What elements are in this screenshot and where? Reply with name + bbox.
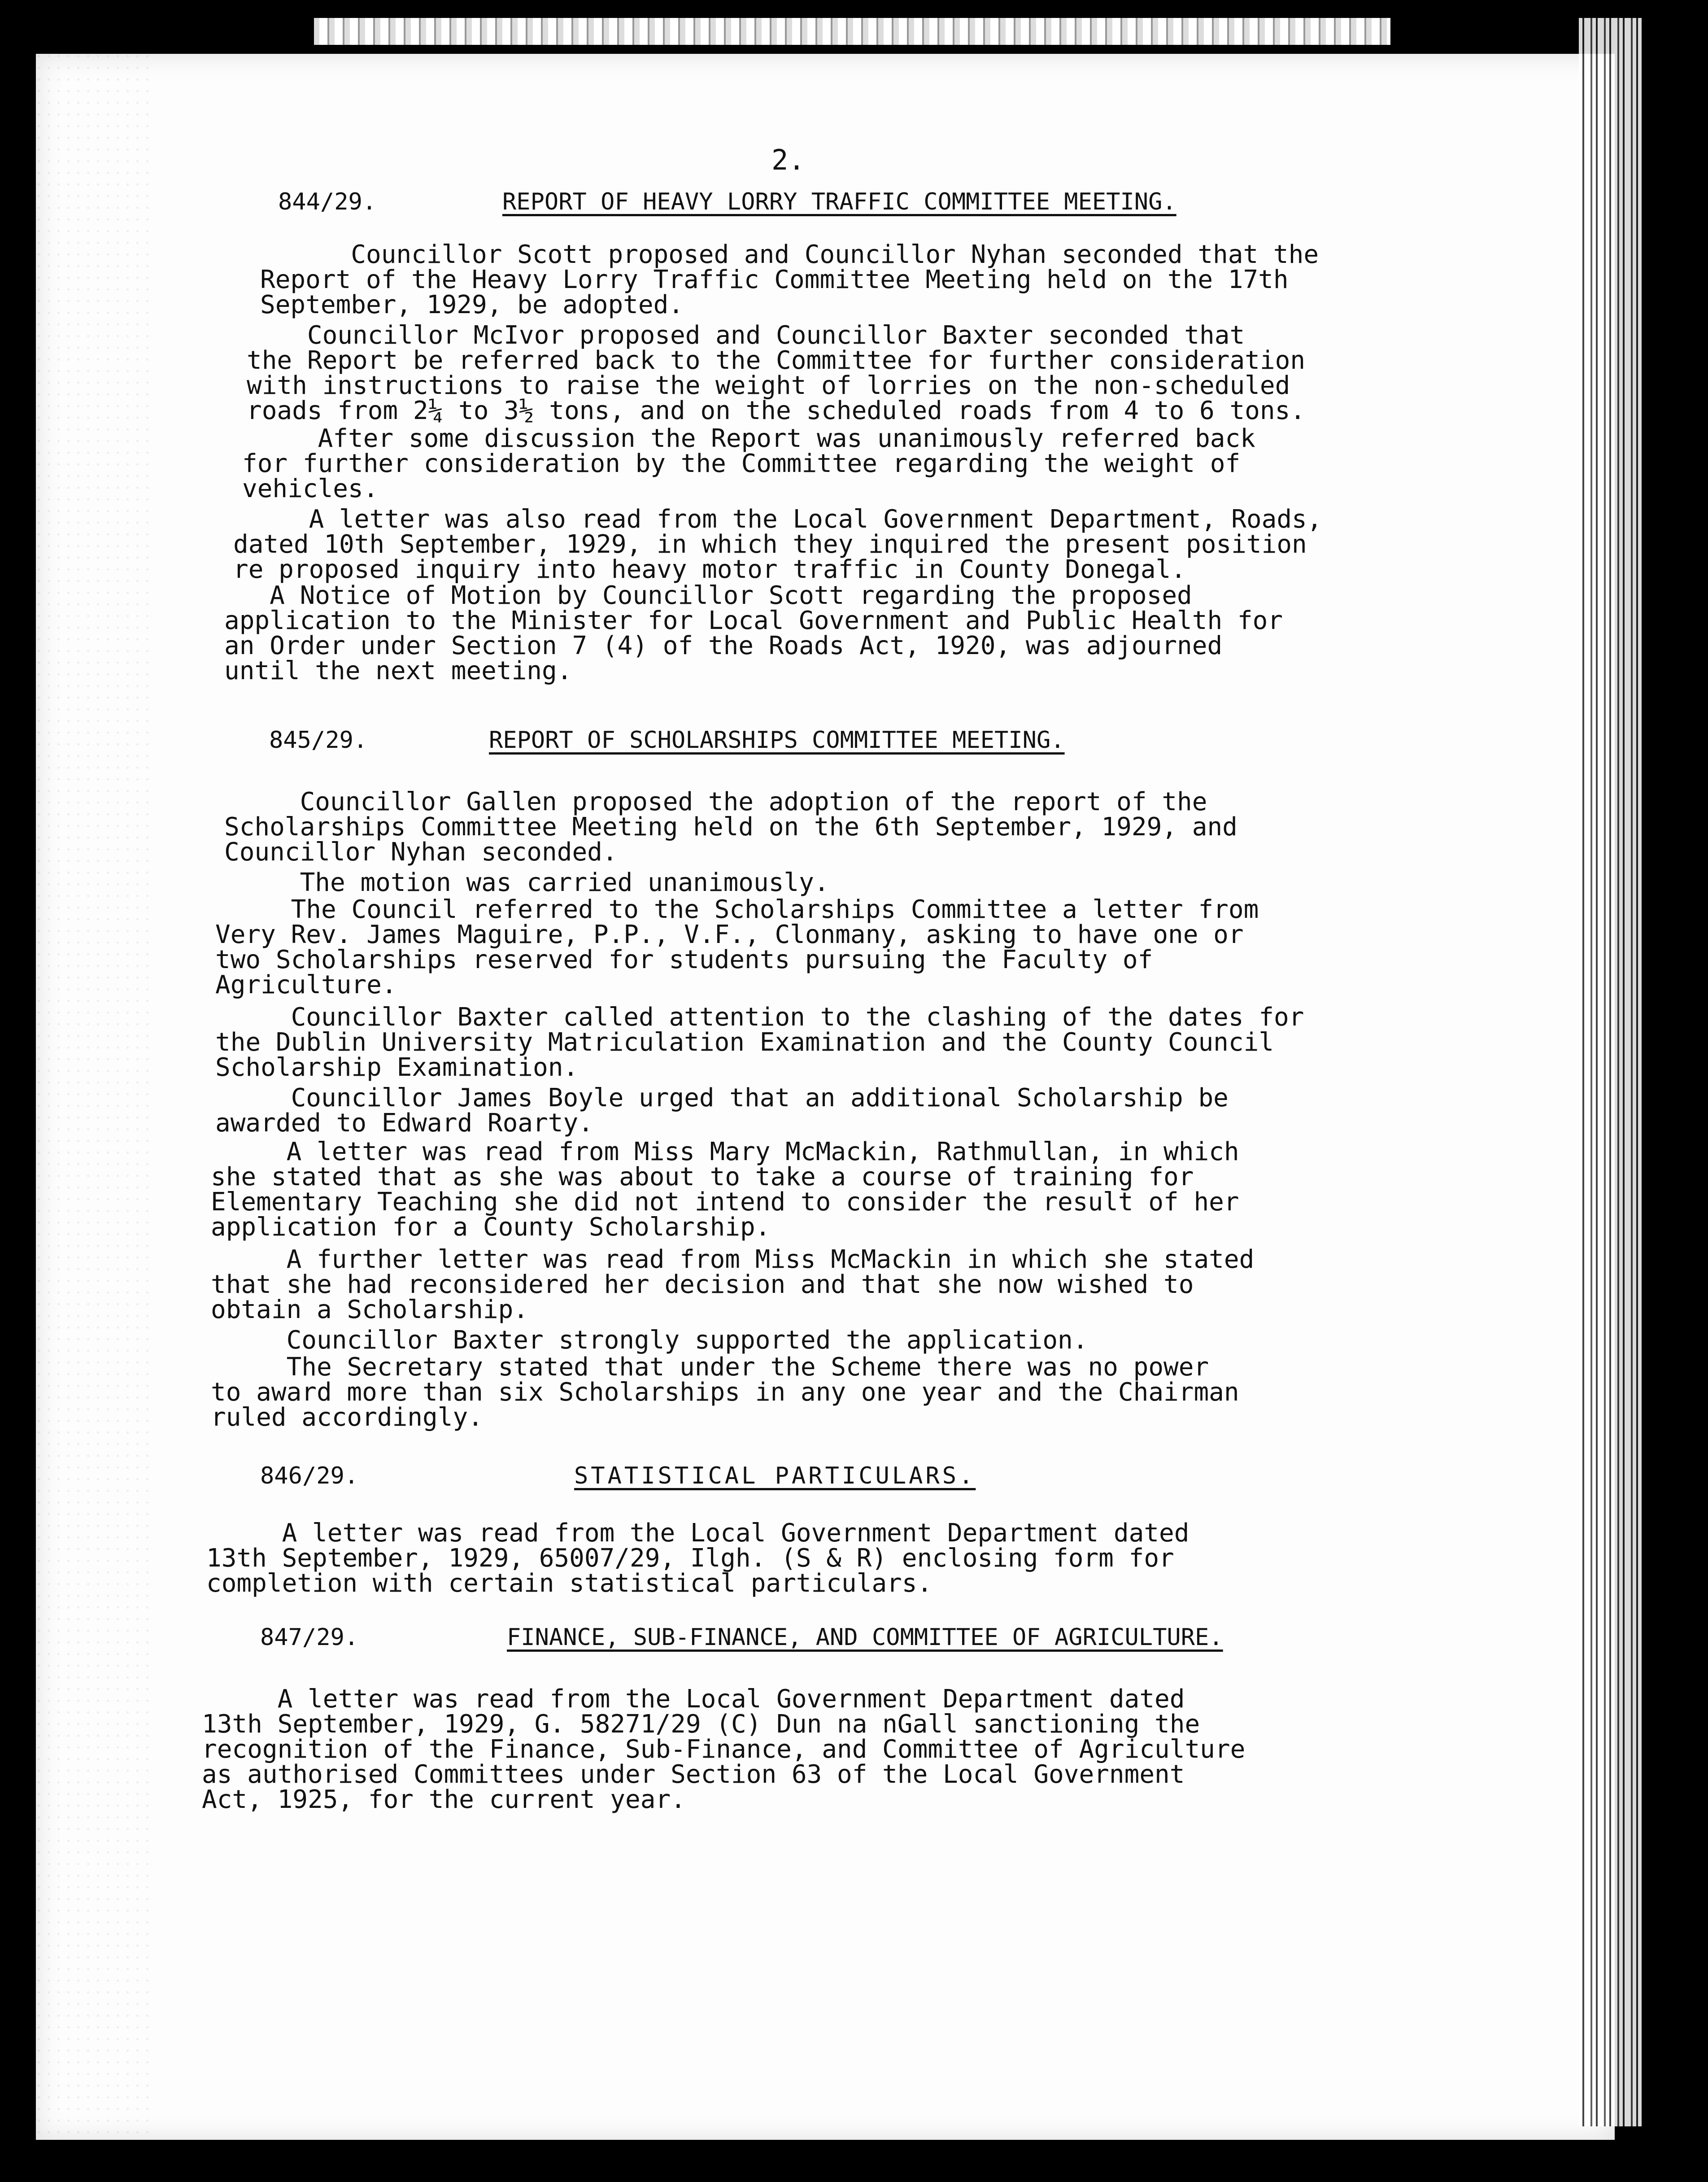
paragraph: A letter was read from the Local Government Department dated 13th September, 1929, G. 58271/29 (C) Dun na nGall sanctioning the recognition of the Finance, Sub-Finance, and Committee of Agriculture as authorised Committees under Section 63 of the Local Government Act, 1925, for the current year. [202, 1685, 1246, 1814]
minute-ref: 847/29. [260, 1624, 359, 1651]
section-heading: REPORT OF SCHOLARSHIPS COMMITTEE MEETING. [489, 727, 1065, 754]
scan-top-edge [314, 18, 1390, 45]
minute-ref: 844/29. [278, 188, 377, 215]
paragraph: Councillor Scott proposed and Councillor Nyhan seconded that the Report of the Heavy Lorry Traffic Committee Meeting held on the 17th September, 1929, be adopted. [260, 240, 1319, 319]
page-number: 2. [771, 144, 805, 176]
paragraph: Councillor Gallen proposed the adoption of the report of the Scholarships Committee Meeting held on the 6th September, 1929, and Councillor Nyhan seconded. [224, 787, 1237, 867]
minute-ref: 846/29. [260, 1462, 359, 1489]
paragraph: After some discussion the Report was unanimously referred back for further consideration by the Committee regarding the weight of vehicles. [242, 424, 1255, 503]
document-page [36, 54, 1615, 2140]
scan-speckle [36, 54, 152, 2140]
minute-ref: 845/29. [269, 727, 368, 754]
section-heading: REPORT OF HEAVY LORRY TRAFFIC COMMITTEE MEETING. [502, 188, 1176, 215]
paragraph: The Secretary stated that under the Scheme there was no power to award more than six Scholarships in any one year and the Chairman ruled accordingly. [211, 1353, 1239, 1432]
paragraph: Councillor James Boyle urged that an additional Scholarship be awarded to Edward Roarty. [215, 1083, 1229, 1138]
paragraph: A letter was read from the Local Government Department dated 13th September, 1929, 65007/29, Ilgh. (S & R) enclosing form for completion with certain statistical particulars. [206, 1519, 1190, 1598]
paragraph: The motion was carried unanimously. [224, 868, 829, 897]
paragraph: A further letter was read from Miss McMackin in which she stated that she had reconsidered her decision and that she now wished to obtain a Scholarship. [211, 1245, 1255, 1324]
section-heading: FINANCE, SUB-FINANCE, AND COMMITTEE OF AGRICULTURE. [507, 1624, 1223, 1651]
scan-page-edge [1579, 18, 1642, 2126]
paragraph: Councillor McIvor proposed and Councillor Baxter seconded that the Report be referred back to the Committee for further consideration with instructions to raise the weight of lorries on the non-scheduled roads from 2¼ to 3½ tons, and on the scheduled roads from 4 to 6 tons. [247, 321, 1306, 425]
paragraph: The Council referred to the Scholarships Committee a letter from Very Rev. James Maguire, P.P., V.F., Clonmany, asking to have one or two Scholarships reserved for students pursuing the Faculty of Agriculture. [215, 895, 1259, 999]
paragraph: A letter was also read from the Local Government Department, Roads, dated 10th September, 1929, in which they inquired the present position re proposed inquiry into heavy motor traffic in County Donegal. [233, 505, 1322, 584]
paragraph: Councillor Baxter called attention to the clashing of the dates for the Dublin University Matriculation Examination and the County Council Scholarship Examination. [215, 1003, 1304, 1082]
paragraph: Councillor Baxter strongly supported the application. [211, 1326, 1088, 1355]
paragraph: A letter was read from Miss Mary McMackin, Rathmullan, in which she stated that as she was about to take a course of training for Elementary Teaching she did not intend to consider the result of her application for a County Scholarship. [211, 1137, 1239, 1242]
paragraph: A Notice of Motion by Councillor Scott regarding the proposed application to the Minister for Local Government and Public Health for an Order under Section 7 (4) of the Roads Act, 1920, was adjourned until the next meeting. [224, 581, 1283, 685]
section-heading: STATISTICAL PARTICULARS. [574, 1462, 976, 1489]
